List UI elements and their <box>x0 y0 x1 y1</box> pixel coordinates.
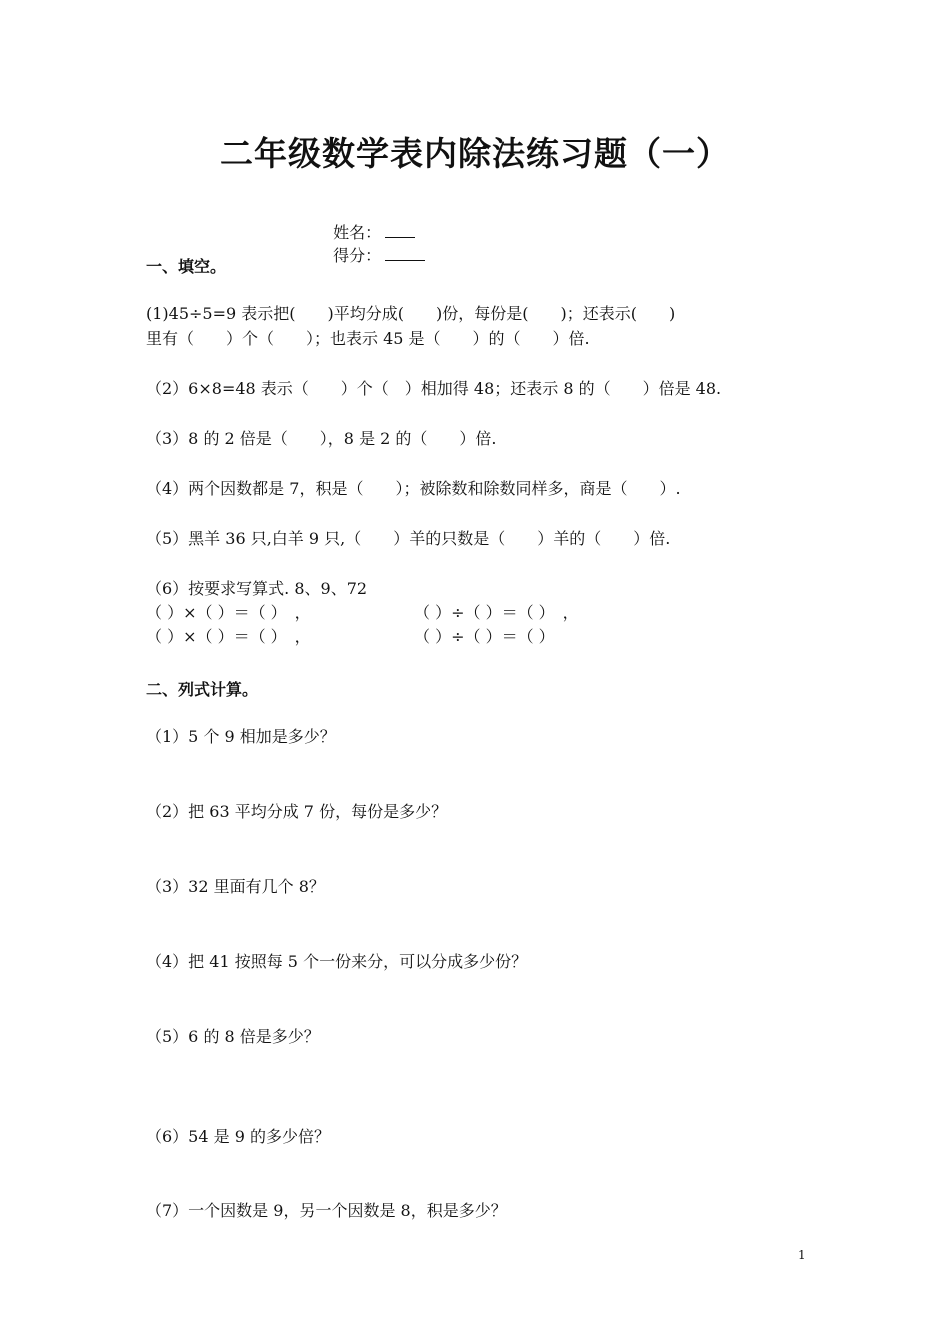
page-number: 1 <box>798 1248 806 1262</box>
question-6-row-1-left: （ ）×（ ）＝（ ） ， <box>146 603 311 622</box>
section-1-heading: 一、填空。 <box>146 257 227 276</box>
question-1-line-2: 里有（ ）个（ ）；也表示 45 是（ ）的（ ）倍. <box>146 329 590 348</box>
name-label: 姓名： <box>333 223 382 242</box>
calc-question-5: （5）6 的 8 倍是多少？ <box>146 1027 320 1046</box>
section-2-heading: 二、列式计算。 <box>146 680 259 699</box>
calc-question-3: （3）32 里面有几个 8？ <box>146 877 325 896</box>
page-title: 二年级数学表内除法练习题（一） <box>220 134 730 173</box>
score-blank[interactable] <box>385 244 425 261</box>
question-6-row-2-left: （ ）×（ ）＝（ ） ， <box>146 627 311 646</box>
question-3: （3）8 的 2 倍是（ ），8 是 2 的（ ）倍. <box>146 429 497 448</box>
name-blank[interactable] <box>385 221 415 238</box>
question-6-row-2-right: （ ）÷（ ）＝（ ） <box>414 627 555 646</box>
calc-question-4: （4）把 41 按照每 5 个一份来分，可以分成多少份？ <box>146 952 528 971</box>
name-score-row <box>323 201 429 266</box>
question-2: （2）6×8=48 表示（ ）个（ ）相加得 48；还表示 8 的（ ）倍是 48. <box>146 379 722 398</box>
question-6-row-1-right: （ ）÷（ ）＝（ ） ， <box>414 603 579 622</box>
score-label: 得分： <box>333 246 382 265</box>
question-5: （5）黑羊 36 只,白羊 9 只,（ ）羊的只数是（ ）羊的（ ）倍. <box>146 529 671 548</box>
question-1-line-1: (1)45÷5=9 表示把( )平均分成( )份，每份是( )；还表示( ) <box>146 304 676 323</box>
question-4: （4）两个因数都是 7，积是（ ）；被除数和除数同样多，商是（ ）. <box>146 479 681 498</box>
calc-question-6: （6）54 是 9 的多少倍？ <box>146 1127 330 1146</box>
question-6-intro: （6）按要求写算式. 8、9、72 <box>146 579 368 598</box>
calc-question-2: （2）把 63 平均分成 7 份，每份是多少？ <box>146 802 448 821</box>
calc-question-1: （1）5 个 9 相加是多少？ <box>146 727 336 746</box>
calc-question-7: （7）一个因数是 9，另一个因数是 8，积是多少？ <box>146 1201 507 1220</box>
